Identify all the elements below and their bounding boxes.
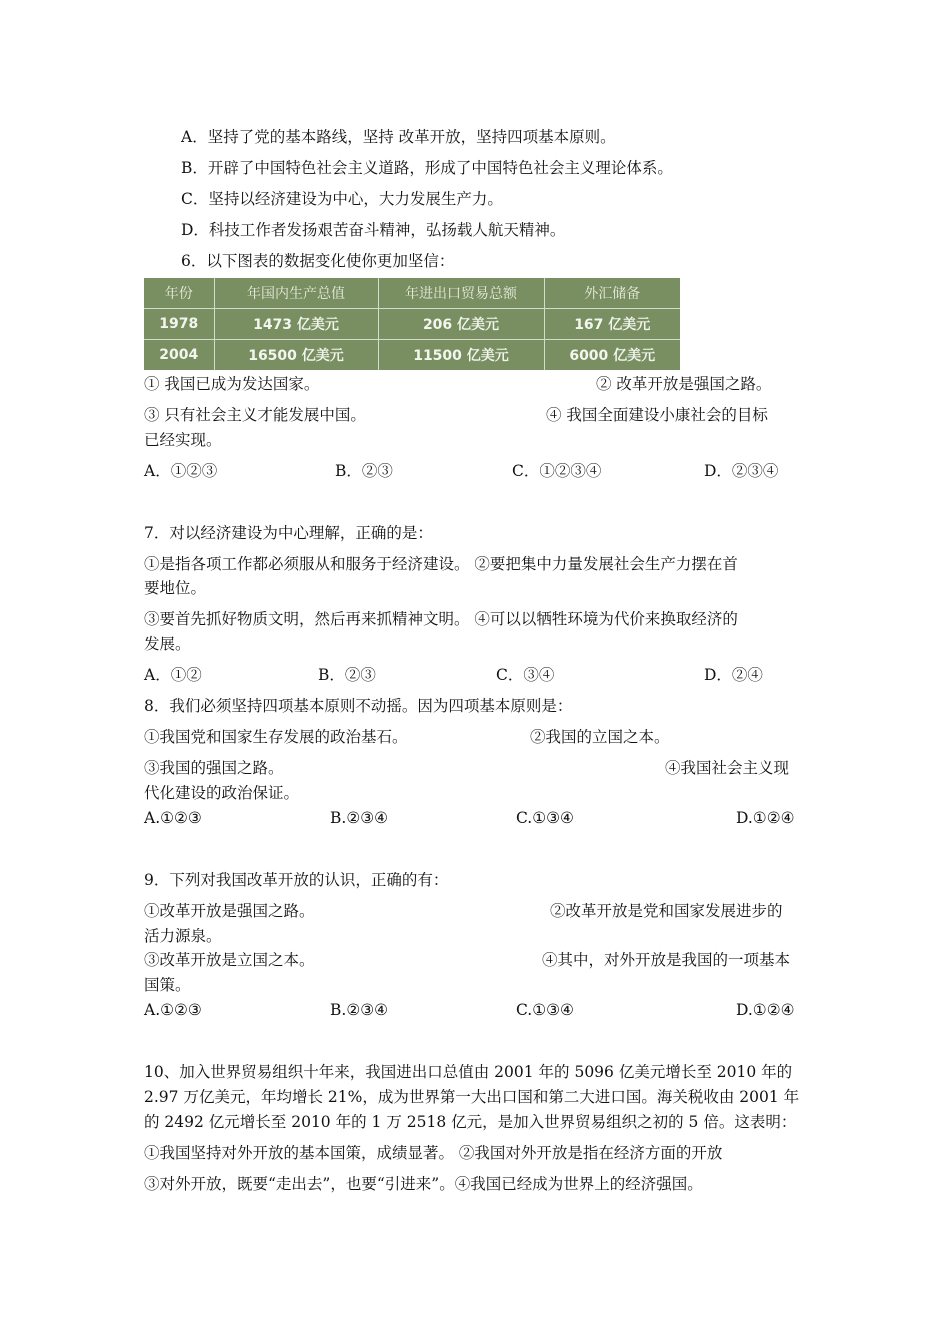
q5-option-d: D．科技工作者发扬艰苦奋斗精神，弘扬载人航天精神。 <box>181 221 566 239</box>
q7-choice-c: C．③④ <box>496 666 555 684</box>
q6-statement-1: ① 我国已成为发达国家。 <box>144 375 320 393</box>
table-cell: 6000 亿美元 <box>569 348 656 364</box>
table-cell: 167 亿美元 <box>544 309 680 340</box>
q6-stem: 6．以下图表的数据变化使你更加坚信： <box>181 252 455 270</box>
table-cell: 1473 亿美元 <box>214 309 378 340</box>
q6-choice-c: C．①②③④ <box>512 462 602 480</box>
table-header-row <box>144 278 680 309</box>
q9-statement-3: ③改革开放是立国之本。 <box>144 951 315 969</box>
q9-statement-4: ④其中，对外开放是我国的一项基本 <box>542 951 791 969</box>
q8-choice-d: D.①②④ <box>736 809 795 827</box>
q5-option-c: C．坚持以经济建设为中心，大力发展生产力。 <box>181 190 503 208</box>
q6-statement-3: ③ 只有社会主义才能发展中国。 <box>144 406 366 424</box>
q6-choice-d: D．②③④ <box>704 462 779 480</box>
q9-choice-c: C.①③④ <box>516 1001 574 1019</box>
q6-statement-4-cont: 已经实现。 <box>144 431 222 449</box>
table-cell: 11500 亿美元 <box>378 340 544 371</box>
q9-statement-2: ②改革开放是党和国家发展进步的 <box>550 902 783 920</box>
q8-choice-a: A.①②③ <box>144 809 202 827</box>
table-header-cell: 年国内生产总值 <box>214 278 378 309</box>
q10-line-1: 10、加入世界贸易组织十年来，我国进出口总值由 2001 年的 5096 亿美元增长至 2010 年的 <box>144 1063 793 1081</box>
table-cell: 206 亿美元 <box>378 309 544 340</box>
q7-line-4: 发展。 <box>144 635 191 653</box>
table-header-cell: 年份 <box>144 278 214 309</box>
q7-line-2: 要地位。 <box>144 579 207 597</box>
table-cell: 1978 <box>144 309 214 340</box>
q8-statement-4-cont: 代化建设的政治保证。 <box>144 784 300 802</box>
q9-stem: 9．下列对我国改革开放的认识，正确的有： <box>144 871 449 889</box>
q7-line-3: ③要首先抓好物质文明，然后再来抓精神文明。 ④可以以牺牲环境为代价来换取经济的 <box>144 610 738 628</box>
table-cell: 16500 亿美元 <box>214 340 378 371</box>
q7-stem: 7．对以经济建设为中心理解，正确的是： <box>144 524 433 542</box>
q9-statement-4-cont: 国策。 <box>144 976 191 994</box>
table-header-cell: 外汇储备 <box>544 278 680 309</box>
q8-stem: 8．我们必须坚持四项基本原则不动摇。因为四项基本原则是： <box>144 697 573 715</box>
q9-choice-d: D.①②④ <box>736 1001 795 1019</box>
q10-line-2: 2.97 万亿美元，年均增长 21%，成为世界第一大出口国和第二大进口国。海关税收由 2001 年 <box>144 1088 800 1106</box>
q5-option-b: B．开辟了中国特色社会主义道路，形成了中国特色社会主义理论体系。 <box>181 159 673 177</box>
table-row <box>144 340 680 371</box>
q9-choice-a: A.①②③ <box>144 1001 202 1019</box>
q6-choice-a: A．①②③ <box>144 462 218 480</box>
table-row <box>144 309 680 340</box>
q8-statement-4: ④我国社会主义现 <box>665 759 790 777</box>
q7-choice-d: D．②④ <box>704 666 763 684</box>
q6-statement-2: ② 改革开放是强国之路。 <box>596 375 772 393</box>
q7-choice-b: B．②③ <box>318 666 376 684</box>
q8-statement-2: ②我国的立国之本。 <box>530 728 670 746</box>
q9-statement-2-cont: 活力源泉。 <box>144 927 222 945</box>
q10-line-3: 的 2492 亿元增长至 2010 年的 1 万 2518 亿元，是加入世界贸易组织之初的 5 倍。这表明： <box>144 1113 797 1131</box>
table-cell: 2004 <box>144 340 214 371</box>
table-header-cell: 年进出口贸易总额 <box>378 278 544 309</box>
q10-line-5: ③对外开放，既要“走出去”，也要“引进来”。④我国已经成为世界上的经济强国。 <box>144 1175 703 1193</box>
q6-choice-b: B．②③ <box>335 462 393 480</box>
q7-choice-a: A．①② <box>144 666 202 684</box>
q8-choice-b: B.②③④ <box>330 809 389 827</box>
q8-statement-3: ③我国的强国之路。 <box>144 759 284 777</box>
q5-option-a: A．坚持了党的基本路线，坚持 改革开放，坚持四项基本原则。 <box>181 128 616 146</box>
q9-statement-1: ①改革开放是强国之路。 <box>144 902 315 920</box>
q8-statement-1: ①我国党和国家生存发展的政治基石。 <box>144 728 408 746</box>
q6-statement-4: ④ 我国全面建设小康社会的目标 <box>546 406 768 424</box>
q10-line-4: ①我国坚持对外开放的基本国策，成绩显著。 ②我国对外开放是指在经济方面的开放 <box>144 1144 723 1162</box>
q8-choice-c: C.①③④ <box>516 809 574 827</box>
data-table <box>144 278 680 370</box>
q7-line-1: ①是指各项工作都必须服从和服务于经济建设。 ②要把集中力量发展社会生产力摆在首 <box>144 555 738 573</box>
q9-choice-b: B.②③④ <box>330 1001 389 1019</box>
